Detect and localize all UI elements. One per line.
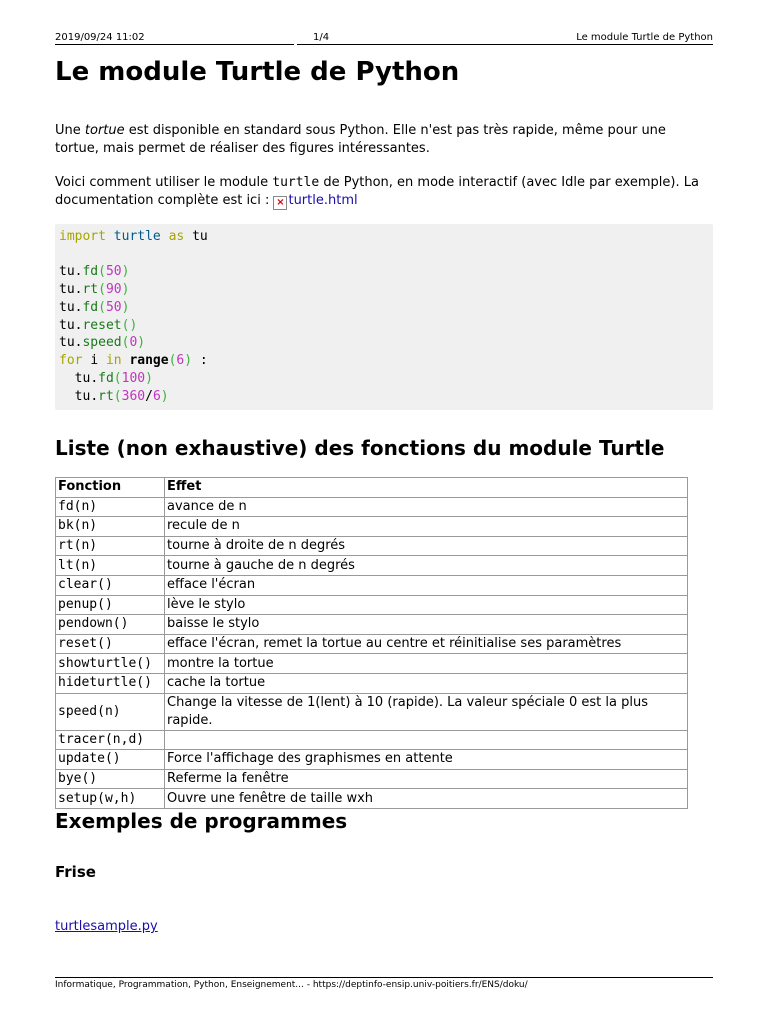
header-divider-right (297, 44, 713, 45)
code-line-8: for i in range(6) : (59, 353, 208, 368)
table-row (56, 634, 688, 654)
function-cell: lt(n) (56, 556, 165, 576)
effect-cell: tourne à droite de n degrés (165, 536, 688, 556)
code-line-6: tu.reset() (59, 318, 138, 333)
effect-cell: montre la tortue (165, 654, 688, 674)
function-cell: bye() (56, 769, 165, 789)
header-title: Le module Turtle de Python (576, 32, 713, 43)
effect-cell: efface l'écran (165, 575, 688, 595)
effect-cell (165, 730, 688, 750)
code-line-10: tu.rt(360/6) (74, 389, 169, 404)
document-page (55, 0, 713, 1024)
table-header-effect: Effet (165, 478, 688, 498)
table-header-row (56, 478, 688, 498)
functions-section-heading: Liste (non exhaustive) des fonctions du module Turtle (55, 436, 665, 460)
function-cell: speed(n) (56, 693, 165, 730)
function-cell: rt(n) (56, 536, 165, 556)
function-cell: showturtle() (56, 654, 165, 674)
header-date: 2019/09/24 11:02 (55, 32, 145, 43)
code-line-7: tu.speed(0) (59, 335, 146, 350)
table-row (56, 750, 688, 770)
effect-cell: Referme la fenêtre (165, 769, 688, 789)
intro-paragraph (55, 122, 713, 158)
function-cell: clear() (56, 575, 165, 595)
page-footer: Informatique, Programmation, Python, Enseignement... - https://deptinfo-ensip.univ-poitiers.fr/ENS/doku/ (55, 980, 528, 990)
table-row (56, 673, 688, 693)
code-line-3: tu.fd(50) (59, 264, 130, 279)
intro-emphasis: tortue (84, 123, 125, 138)
functions-table (55, 477, 688, 809)
effect-cell: Change la vitesse de 1(lent) à 10 (rapide). La valeur spéciale 0 est la plus rapide. (165, 693, 688, 730)
effect-cell: avance de n (165, 497, 688, 517)
table-row (56, 730, 688, 750)
table-row (56, 556, 688, 576)
table-row (56, 769, 688, 789)
function-cell: penup() (56, 595, 165, 615)
intro-text-end: est disponible en standard sous Python. Elle n'est pas très rapide, même pour une tortue, mais permet de réaliser des figures intéressantes. (55, 123, 666, 156)
effect-cell: efface l'écran, remet la tortue au centre et réinitialise ses paramètres (165, 634, 688, 654)
module-inline-code: turtle (272, 175, 320, 190)
effect-cell: recule de n (165, 517, 688, 537)
table-row (56, 497, 688, 517)
broken-image-icon: × (273, 196, 287, 210)
table-row (56, 575, 688, 595)
code-line-1: import turtle as tu (59, 229, 208, 244)
function-cell: fd(n) (56, 497, 165, 517)
code-block (55, 224, 713, 410)
effect-cell: baisse le stylo (165, 615, 688, 635)
table-row (56, 789, 688, 809)
effect-cell: lève le stylo (165, 595, 688, 615)
page-title: Le module Turtle de Python (55, 57, 460, 87)
code-line-5: tu.fd(50) (59, 300, 130, 315)
table-row (56, 595, 688, 615)
effect-cell: cache la tortue (165, 673, 688, 693)
function-cell: bk(n) (56, 517, 165, 537)
function-cell: hideturtle() (56, 673, 165, 693)
usage-text-end: de Python, en mode interactif (avec Idle par exemple). La documentation complète est ici : (55, 175, 699, 208)
documentation-link[interactable]: turtle.html (288, 193, 358, 208)
intro-text-start: Une (55, 123, 85, 138)
code-line-4: tu.rt(90) (59, 282, 130, 297)
function-cell: tracer(n,d) (56, 730, 165, 750)
table-row (56, 654, 688, 674)
footer-divider (55, 977, 713, 978)
header-divider-left (55, 44, 294, 45)
effect-cell: tourne à gauche de n degrés (165, 556, 688, 576)
usage-text-start: Voici comment utiliser le module (55, 175, 273, 190)
effect-cell: Ouvre une fenêtre de taille wxh (165, 789, 688, 809)
examples-section-heading: Exemples de programmes (55, 809, 348, 833)
usage-paragraph (55, 174, 713, 210)
code-line-9: tu.fd(100) (74, 371, 153, 386)
header-page-number: 1/4 (313, 32, 330, 43)
function-cell: update() (56, 750, 165, 770)
page-header (55, 31, 713, 45)
table-row (56, 693, 688, 730)
effect-cell: Force l'affichage des graphismes en attente (165, 750, 688, 770)
table-row (56, 615, 688, 635)
table-row (56, 536, 688, 556)
function-cell: pendown() (56, 615, 165, 635)
frise-subheading: Frise (55, 863, 96, 881)
function-cell: reset() (56, 634, 165, 654)
sample-file-link[interactable]: turtlesample.py (55, 919, 158, 934)
table-header-function: Fonction (56, 478, 165, 498)
table-row (56, 517, 688, 537)
function-cell: setup(w,h) (56, 789, 165, 809)
